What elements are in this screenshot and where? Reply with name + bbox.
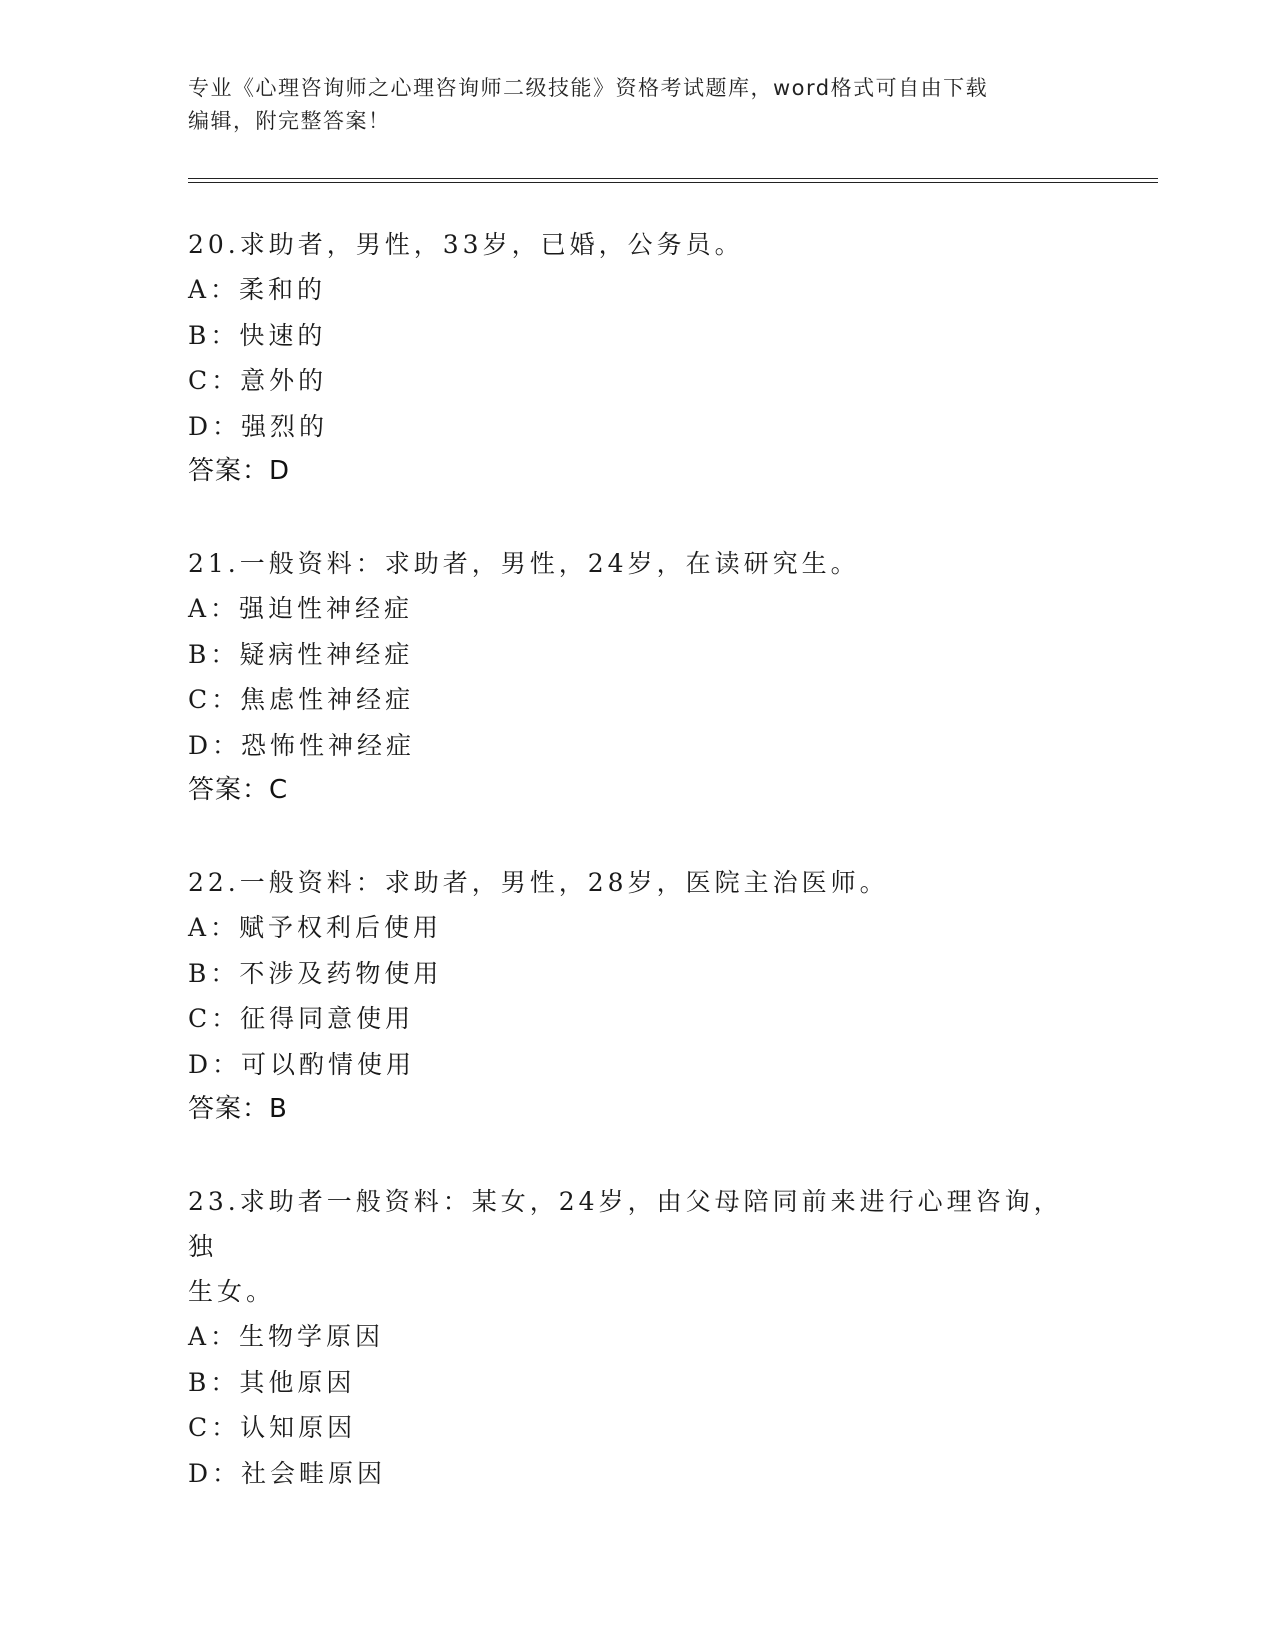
option-b: B：疑病性神经症 [188,639,414,669]
header-divider [188,178,1158,183]
question-20 [188,222,1088,494]
answer-line: 答案：C [188,775,289,805]
header-line-1: 专业《心理咨询师之心理咨询师二级技能》资格考试题库，word格式可自由下载 [188,76,989,100]
question-stem-line-1: 23.求助者一般资料：某女，24岁，由父母陪同前来进行心理咨询，独 [188,1187,1063,1261]
question-stem: 21.一般资料：求助者，男性，24岁，在读研究生。 [188,549,860,578]
question-23 [188,1179,1088,1496]
option-b: B：快速的 [188,320,327,350]
option-d: D：社会畦原因 [188,1458,387,1488]
option-d: D：强烈的 [188,411,329,441]
question-stem-line-2: 生女。 [188,1277,276,1306]
document-header [188,72,1088,138]
option-b: B：不涉及药物使用 [188,958,443,988]
option-d: D：可以酌情使用 [188,1049,416,1079]
answer-line: 答案：D [188,456,291,486]
question-stem: 20.求助者，男性，33岁，已婚，公务员。 [188,230,744,259]
option-d: D：恐怖性神经症 [188,730,416,760]
option-c: C：焦虑性神经症 [188,685,415,714]
question-21 [188,541,1088,813]
option-a: A：赋予权利后使用 [188,913,443,942]
option-a: A：强迫性神经症 [188,594,414,623]
option-c: C：意外的 [188,366,328,395]
question-22 [188,860,1088,1132]
answer-line: 答案：B [188,1094,288,1124]
question-stem: 22.一般资料：求助者，男性，28岁，医院主治医师。 [188,868,889,897]
option-a: A：柔和的 [188,275,327,304]
option-b: B：其他原因 [188,1367,356,1397]
option-c: C：征得同意使用 [188,1004,415,1033]
header-line-2: 编辑，附完整答案！ [188,109,391,133]
option-c: C：认知原因 [188,1413,357,1442]
option-a: A：生物学原因 [188,1322,385,1351]
